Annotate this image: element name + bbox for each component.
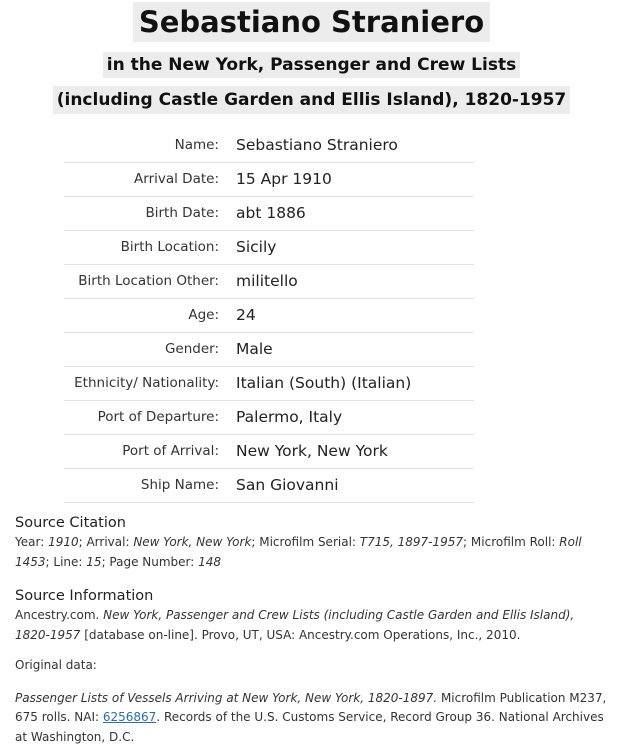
record-row-ethnicity [64,367,474,401]
field-value: militello [236,272,298,290]
source-information-heading: Source Information [15,588,154,604]
field-label: Port of Arrival: [122,443,219,459]
source-citation-section [15,513,610,572]
source-citation-heading: Source Citation [15,515,126,531]
record-row-arrival-date [64,163,474,197]
page-title: Sebastiano Straniero [133,2,490,42]
field-label: Port of Departure: [97,409,219,425]
record-row-ship-name [64,469,474,503]
field-value: Male [236,340,273,358]
field-value: abt 1886 [236,204,306,222]
citation-year-label: Year: [15,535,49,549]
citation-arrival-label: ; Arrival: [78,535,134,549]
field-value: Italian (South) (Italian) [236,374,412,392]
source-information-text [15,606,610,645]
original-data-section [15,656,610,747]
record-row-age [64,299,474,333]
field-label: Age: [188,307,219,323]
subtitle-block-1 [0,52,623,78]
field-label: Birth Date: [145,205,219,221]
field-label: Arrival Date: [134,171,219,187]
field-value: 15 Apr 1910 [236,170,332,188]
page-title-block [0,2,623,42]
field-value: San Giovanni [236,476,339,494]
record-row-gender [64,333,474,367]
collection-subtitle-line2: (including Castle Garden and Ellis Island), 1820-1957 [53,86,571,114]
original-publication-title: Passenger Lists of Vessels Arriving at New York, New York, 1820-1897. [15,690,438,705]
citation-line-label: ; Line: [45,554,87,569]
record-row-birth-location [64,231,474,265]
source-citation-text [15,533,610,572]
original-data-text [15,689,610,748]
field-label: Ethnicity/ Nationality: [74,375,219,391]
field-value: New York, New York [236,442,388,460]
original-publication-tail: . Records of the U.S. Customs Service, Record Group 36. National Archives at Washington, D.C. [15,710,604,744]
field-label: Birth Location: [120,239,219,255]
collection-subtitle-line1: in the New York, Passenger and Crew Lists [103,52,520,78]
citation-year: 1910 [48,535,79,549]
original-data-label: Original data: [15,658,97,672]
record-row-name [64,129,474,163]
subtitle-block-2 [0,86,623,114]
citation-serial-label: ; Microfilm Serial: [251,535,360,549]
citation-line: 15 [86,554,102,569]
field-value: Palermo, Italy [236,408,343,426]
citation-roll-label: ; Microfilm Roll: [463,535,560,549]
field-value: Sebastiano Straniero [236,136,398,154]
record-row-birth-date [64,197,474,231]
citation-serial: T715, 1897-1957 [359,535,464,549]
field-label: Name: [174,137,219,153]
citation-roll: Roll 1453 [15,535,582,569]
citation-page: 148 [198,554,222,569]
field-value: 24 [236,306,256,324]
record-table [64,129,474,503]
citation-arrival: New York, New York [133,535,252,549]
nai-link[interactable]: 6256867 [102,710,157,724]
source-information-section [15,586,610,645]
field-label: Birth Location Other: [78,273,219,289]
source-publisher: Ancestry.com. [15,608,104,622]
field-label: Gender: [164,341,219,357]
field-label: Ship Name: [140,477,219,493]
citation-page-label: ; Page Number: [101,554,199,569]
field-value: Sicily [236,238,277,256]
record-row-port-of-arrival [64,435,474,469]
database-title: New York, Passenger and Crew Lists (including Castle Garden and Ellis Island), 1820-1957 [15,608,575,642]
record-row-port-of-departure [64,401,474,435]
original-publication-details: Microfilm Publication M237, 675 rolls. NAI: [15,690,607,724]
record-row-birth-location-other [64,265,474,299]
source-publication-details: [database on-line]. Provo, UT, USA: Ancestry.com Operations, Inc., 2010. [80,627,521,642]
